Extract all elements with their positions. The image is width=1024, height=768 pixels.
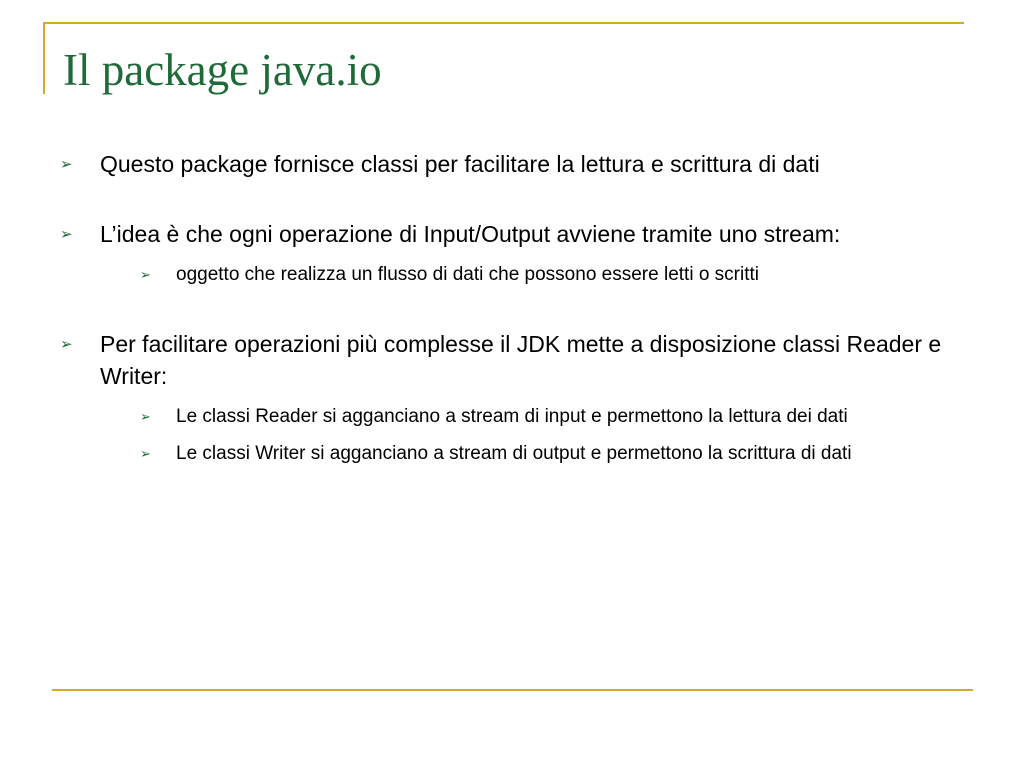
bullet-text: Questo package fornisce classi per facilitare la lettura e scrittura di dati bbox=[100, 151, 820, 177]
sub-bullet-text: Le classi Reader si agganciano a stream di input e permettono la lettura dei dati bbox=[176, 406, 848, 427]
sub-bullet-item bbox=[100, 402, 960, 432]
bullet-text: Per facilitare operazioni più complesse il JDK mette a disposizione classi Reader e Writer: bbox=[100, 331, 942, 389]
arrow-bullet-icon: ➢ bbox=[140, 446, 151, 461]
bullet-text: L’idea è che ogni operazione di Input/Output avviene tramite uno stream: bbox=[100, 221, 841, 247]
bottom-rule bbox=[52, 689, 973, 691]
bullet-list bbox=[60, 148, 960, 469]
bullet-item bbox=[60, 328, 960, 469]
arrow-bullet-icon: ➢ bbox=[140, 267, 151, 282]
bullet-item bbox=[60, 218, 960, 290]
slide-title: Il package java.io bbox=[63, 45, 382, 95]
bullet-item bbox=[60, 148, 960, 180]
sub-bullet-item bbox=[100, 260, 960, 290]
sub-bullet-text: Le classi Writer si agganciano a stream di output e permettono la scrittura di dati bbox=[176, 443, 852, 464]
top-rule-vertical bbox=[43, 22, 45, 94]
sub-bullet-item bbox=[100, 439, 960, 469]
arrow-bullet-icon: ➢ bbox=[140, 409, 151, 424]
sub-bullet-text: oggetto che realizza un flusso di dati che possono essere letti o scritti bbox=[176, 264, 759, 285]
arrow-bullet-icon: ➢ bbox=[60, 336, 73, 353]
top-rule-horizontal bbox=[43, 22, 964, 24]
arrow-bullet-icon: ➢ bbox=[60, 156, 73, 173]
arrow-bullet-icon: ➢ bbox=[60, 226, 73, 243]
